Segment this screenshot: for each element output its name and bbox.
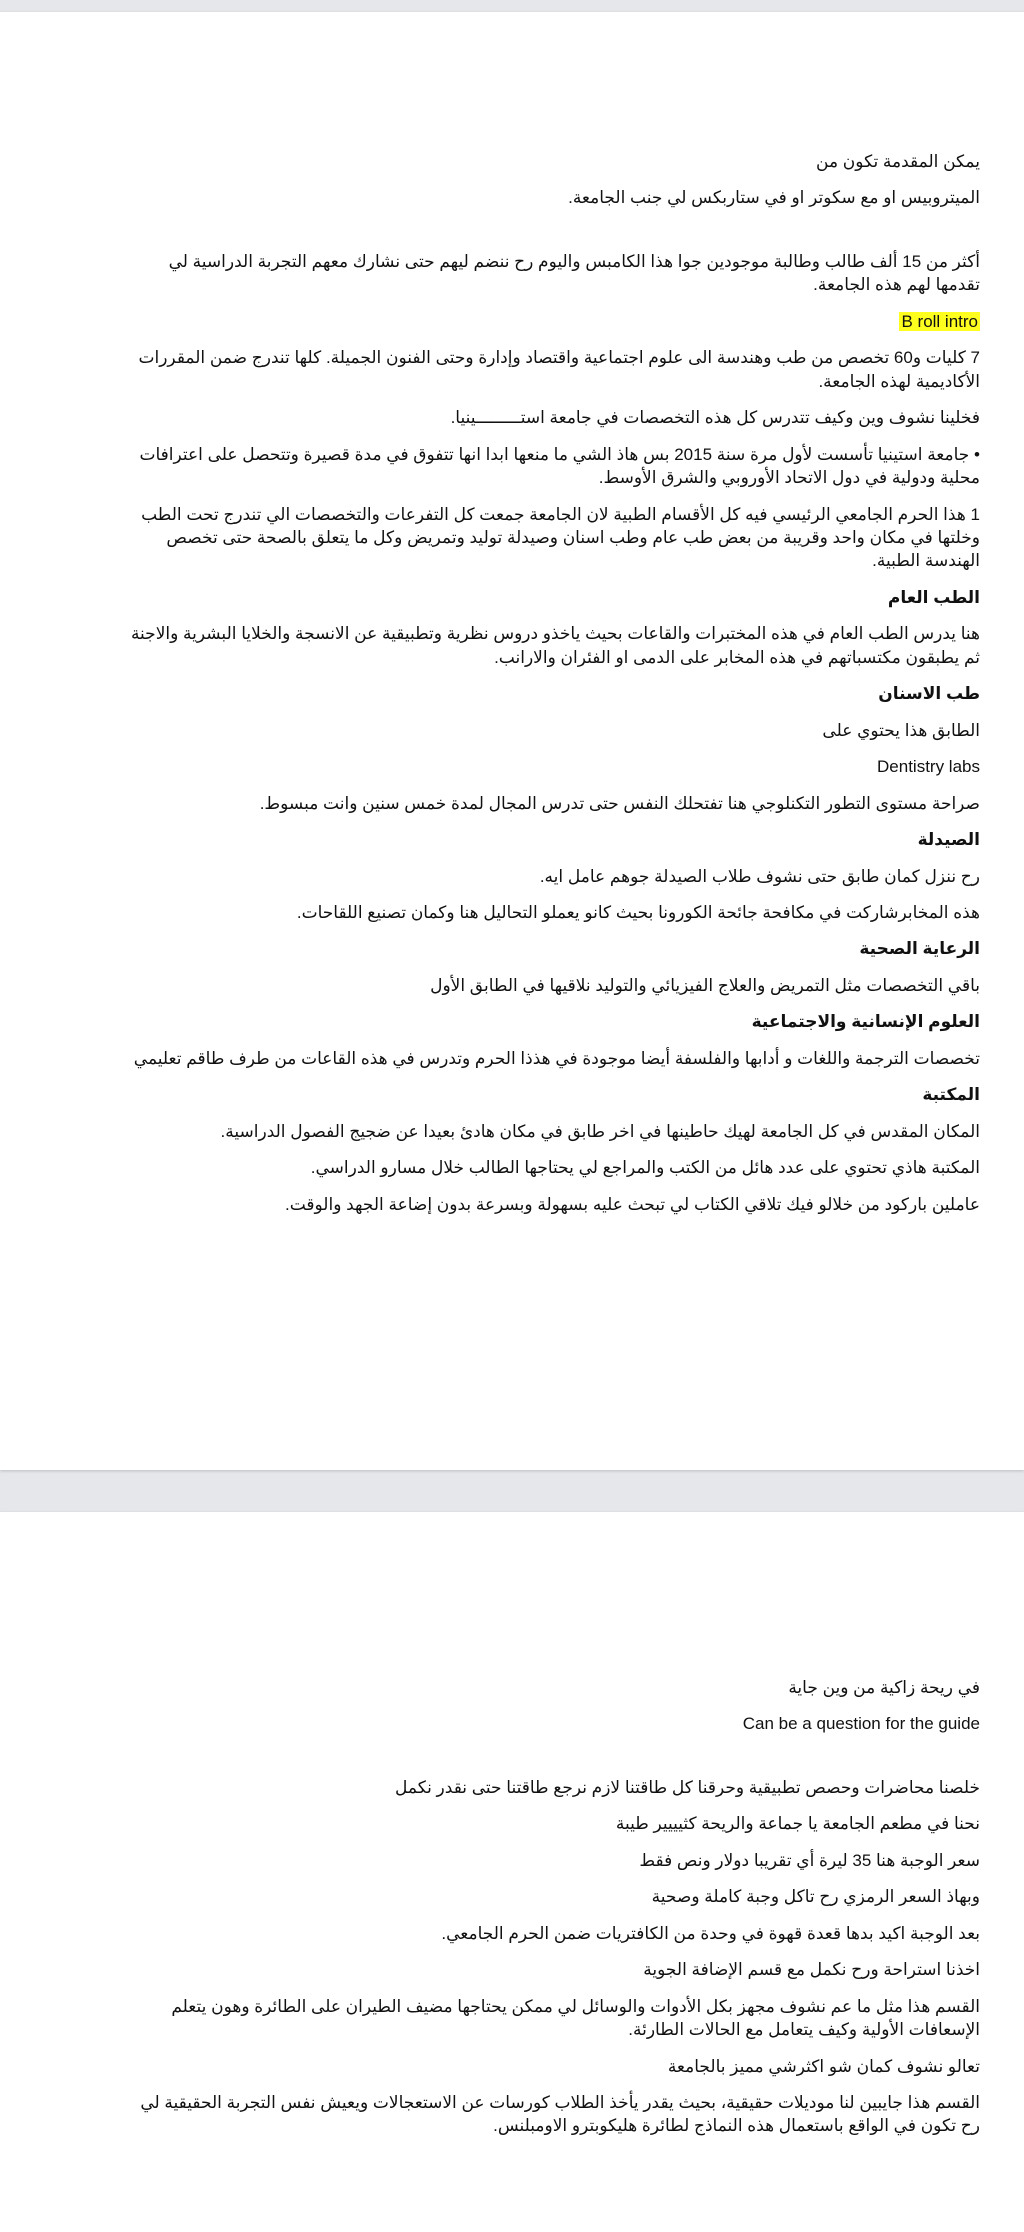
paragraph: فخلينا نشوف وين وكيف تتدرس كل هذه التخصصات في جامعة استـــــــــينيا. xyxy=(450,408,980,428)
paragraph: بعد الوجبة اكيد بدها قعدة قهوة في وحدة من الكافتريات ضمن الحرم الجامعي. xyxy=(441,1923,980,1943)
paragraph: Can be a question for the guide xyxy=(742,1714,980,1734)
viewer-gutter xyxy=(0,0,1024,12)
paragraph: عاملين باركود من خلالو فيك تلاقي الكتاب لي تبحث عليه بسهولة وبسرعة بدون إضاعة الجهد والوقت. xyxy=(284,1194,980,1214)
bullet-paragraph: • جامعة استينيا تأسست لأول مرة سنة 2015 بس هاذ الشي ما منعها ابدا انها تتفوق في مدة قصيرة وتتحصل على اعترافات محلية ودولية في دول الاتحاد الأوروبي والشرق الأوسط. xyxy=(120,443,980,490)
paragraph: صراحة مستوى التطور التكنلوجي هنا تفتحلك النفس حتى تدرس المجال لمدة خمس سنين وانت مبسوط. xyxy=(259,793,980,813)
paragraph: في ريحة زاكية من وين جاية xyxy=(788,1678,980,1697)
paragraph: وبهاذ السعر الرمزي رح تاكل وجبة كاملة وصحية xyxy=(651,1887,980,1907)
paragraph: تعالو نشوف كمان شو اكثرشي مميز بالجامعة xyxy=(667,2056,980,2076)
page-1-text xyxy=(120,150,980,1229)
paragraph: القسم هذا مثل ما عم نشوف مجهز بكل الأدوات والوسائل لي ممكن يحتاجها مضيف الطيران على الطائرة وهون يتعلم الإسعافات الأولية وكيف يتعامل مع الحالات الطارئة. xyxy=(171,1996,980,2040)
paragraph: يمكن المقدمة تكون من xyxy=(816,152,980,171)
section-heading: الرعاية الصحية xyxy=(859,939,980,959)
section-heading: الصيدلة xyxy=(917,830,980,850)
section-heading: طب الاسنان xyxy=(878,684,980,704)
paragraph: القسم هذا جايبين لنا موديلات حقيقية، بحيث يقدر يأخذ الطلاب كورسات عن الاستعجالات ويعيش نفس التجربة الحقيقية لي رح تكون في الواقع باستعمال هذه النماذج لطائرة هليكوبترو الاومبلنس. xyxy=(140,2092,980,2136)
section-heading: المكتبة xyxy=(922,1085,980,1105)
paragraph: خلصنا محاضرات وحصص تطبيقية وحرقنا كل طاقتنا لازم نرجع طاقتنا حتى نقدر نكمل xyxy=(395,1777,980,1797)
section-heading: العلوم الإنسانية والاجتماعية xyxy=(751,1012,980,1032)
paragraph: هنا يدرس الطب العام في هذه المختبرات والقاعات بحيث ياخذو دروس نظرية وتطبيقية عن الانسجة والخلايا البشرية والاجنة ثم يطبقون مكتسباتهم في هذه المخابر على الدمى او الفئران والارانب. xyxy=(130,624,980,667)
paragraph: نحنا في مطعم الجامعة يا جماعة والريحة كثيييير طيبة xyxy=(615,1814,980,1834)
paragraph: 7 كليات و60 تخصص من طب وهندسة الى علوم اجتماعية واقتصاد وإدارة وحتى الفنون الجميلة. كلها تندرج ضمن المقررات الأكاديمية لهذه الجامعة. xyxy=(138,348,980,391)
paragraph: اخذنا استراحة ورح نكمل مع قسم الإضافة الجوية xyxy=(643,1960,980,1980)
paragraph: باقي التخصصات مثل التمريض والعلاج الفيزيائي والتوليد نلاقيها في الطابق الأول xyxy=(430,975,980,995)
paragraph: المكتبة هاذي تحتوي على عدد هائل من الكتب والمراجع لي يحتاجها الطالب خلال مسارو الدراسي. xyxy=(310,1158,980,1178)
paragraph: 1 هذا الحرم الجامعي الرئيسي فيه كل الأقسام الطبية لان الجامعة جمعت كل التفرعات والتخصصات الي تندرج تحت الطب وخلتها في مكان واحد وقريبة من بعض طب عام وطب اسنان وصيدلة توليد وتمريض وكل ما يتعلق بالصحة حتى تخصص الهندسة الطبية. xyxy=(141,504,980,571)
document-page-2 xyxy=(0,1512,1024,2232)
paragraph: الميتروبيس او مع سكوتر او في ستاربكس لي جنب الجامعة. xyxy=(568,188,980,208)
paragraph: Dentistry labs xyxy=(877,757,980,777)
highlighted-note xyxy=(120,310,980,333)
paragraph: رح ننزل كمان طابق حتى نشوف طلاب الصيدلة جوهم عامل ايه. xyxy=(539,866,980,886)
highlight-text: B roll intro xyxy=(901,311,978,331)
document-page-1 xyxy=(0,12,1024,1470)
section-heading: الطب العام xyxy=(887,587,980,607)
paragraph: سعر الوجبة هنا 35 ليرة أي تقريبا دولار ونص فقط xyxy=(639,1850,980,1870)
paragraph: هذه المخابرشاركت في مكافحة جائحة الكورونا بحيث كانو يعملو التحاليل هنا وكمان تصنيع اللقاحات. xyxy=(296,902,980,922)
page-2-text xyxy=(120,1676,980,2151)
paragraph: تخصصات الترجمة واللغات و أدابها والفلسفة أيضا موجودة في هذذا الحرم وتدرس في هذه القاعات من طرف طاقم تعليمي xyxy=(133,1048,980,1068)
paragraph: أكثر من 15 ألف طالب وطالبة موجودين جوا هذا الكامبس واليوم رح ننضم ليهم حتى نشارك معهم التجربة الدراسية لي تقدمها لهم هذه الجامعة. xyxy=(168,251,980,295)
paragraph: المكان المقدس في كل الجامعة لهيك حاطينها في اخر طابق في مكان هادئ بعيدا عن ضجيج الفصول الدراسية. xyxy=(220,1121,980,1141)
paragraph: الطابق هذا يحتوي على xyxy=(822,720,980,740)
